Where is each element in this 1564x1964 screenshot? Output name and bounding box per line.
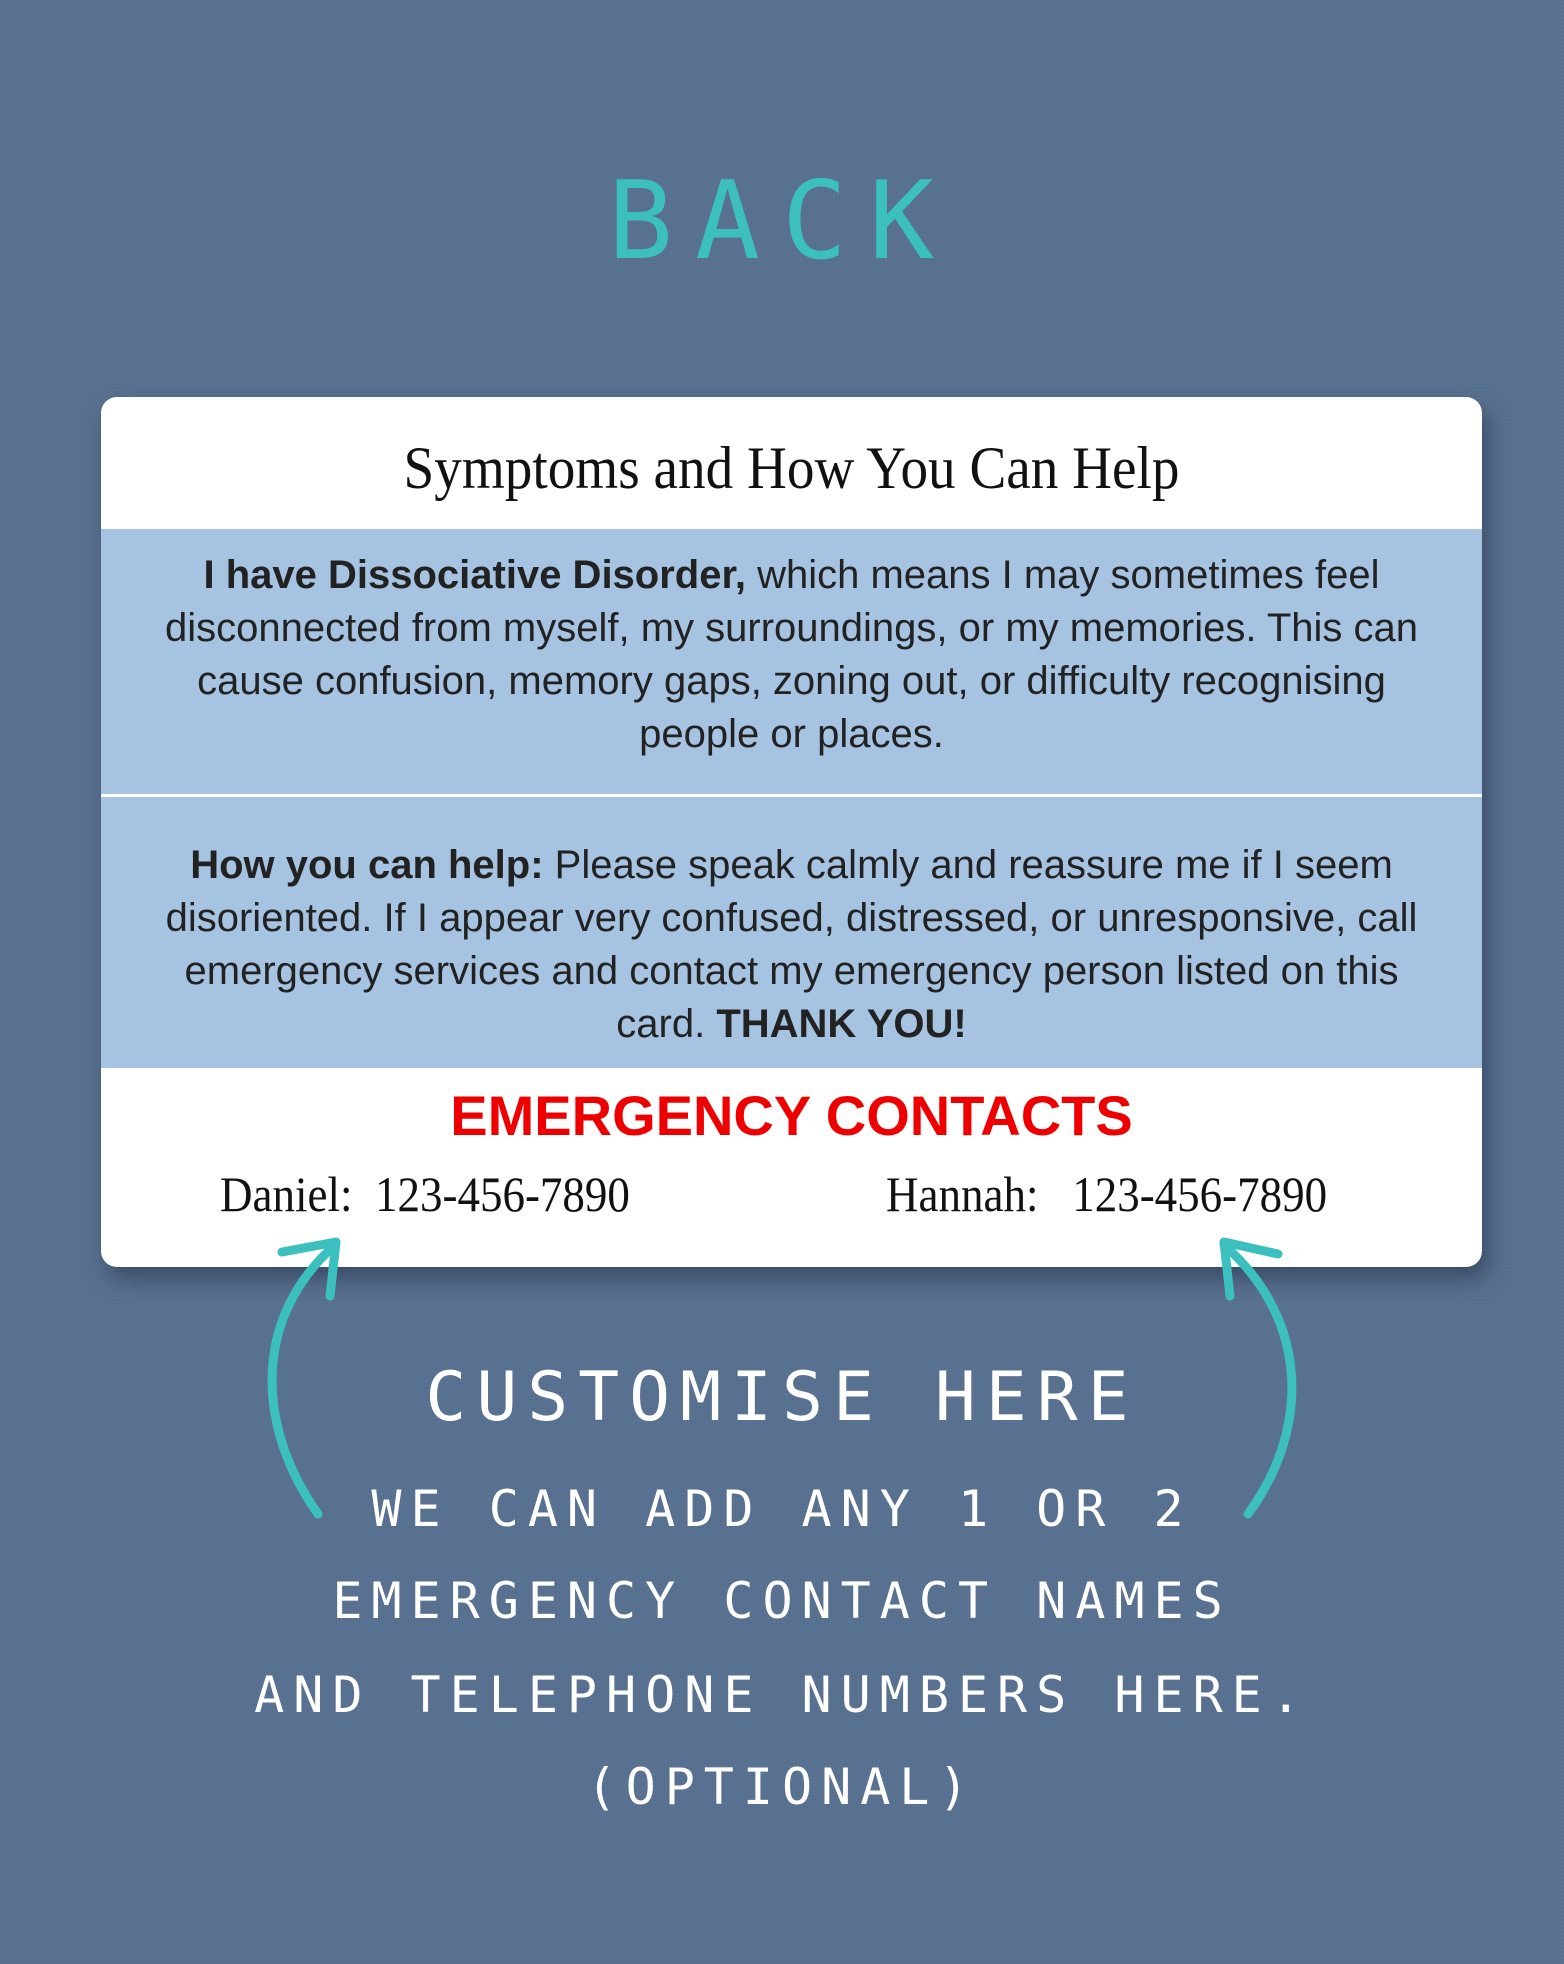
page-heading: BACK [607,159,957,284]
contact-1-phone: 123-456-7890 [374,1166,630,1222]
note-line-3: AND TELEPHONE NUMBERS HERE. [254,1666,1310,1724]
symptoms-bold-text: I have Dissociative Disorder, [203,553,746,597]
symptoms-text: which means I may sometimes feel disconnected from myself, my surroundings, or my memories. This can cause confusion, memory gaps, zoning out, or difficulty recognising people or places. [164,553,1419,756]
note-line-1: WE CAN ADD ANY 1 OR 2 [371,1480,1193,1538]
customise-title: CUSTOMISE HERE [425,1358,1139,1437]
help-bold-text: How you can help: [190,843,544,887]
contact-2-name: Hannah: [886,1166,1039,1222]
thank-you-text: THANK YOU! [716,1002,967,1046]
note-line-4: (OPTIONAL) [586,1758,978,1816]
contact-1-name: Daniel: [220,1166,353,1222]
contact-2-phone: 123-456-7890 [1072,1166,1328,1222]
help-text: Please speak calmly and reassure me if I seem disoriented. If I appear very confused, distressed, or unresponsive, call emergency services and contact my emergency person listed on this card. [165,843,1418,1046]
emergency-contacts-title: EMERGENCY CONTACTS [450,1084,1133,1147]
note-line-2: EMERGENCY CONTACT NAMES [332,1572,1232,1630]
card-title: Symptoms and How You Can Help [403,435,1180,501]
